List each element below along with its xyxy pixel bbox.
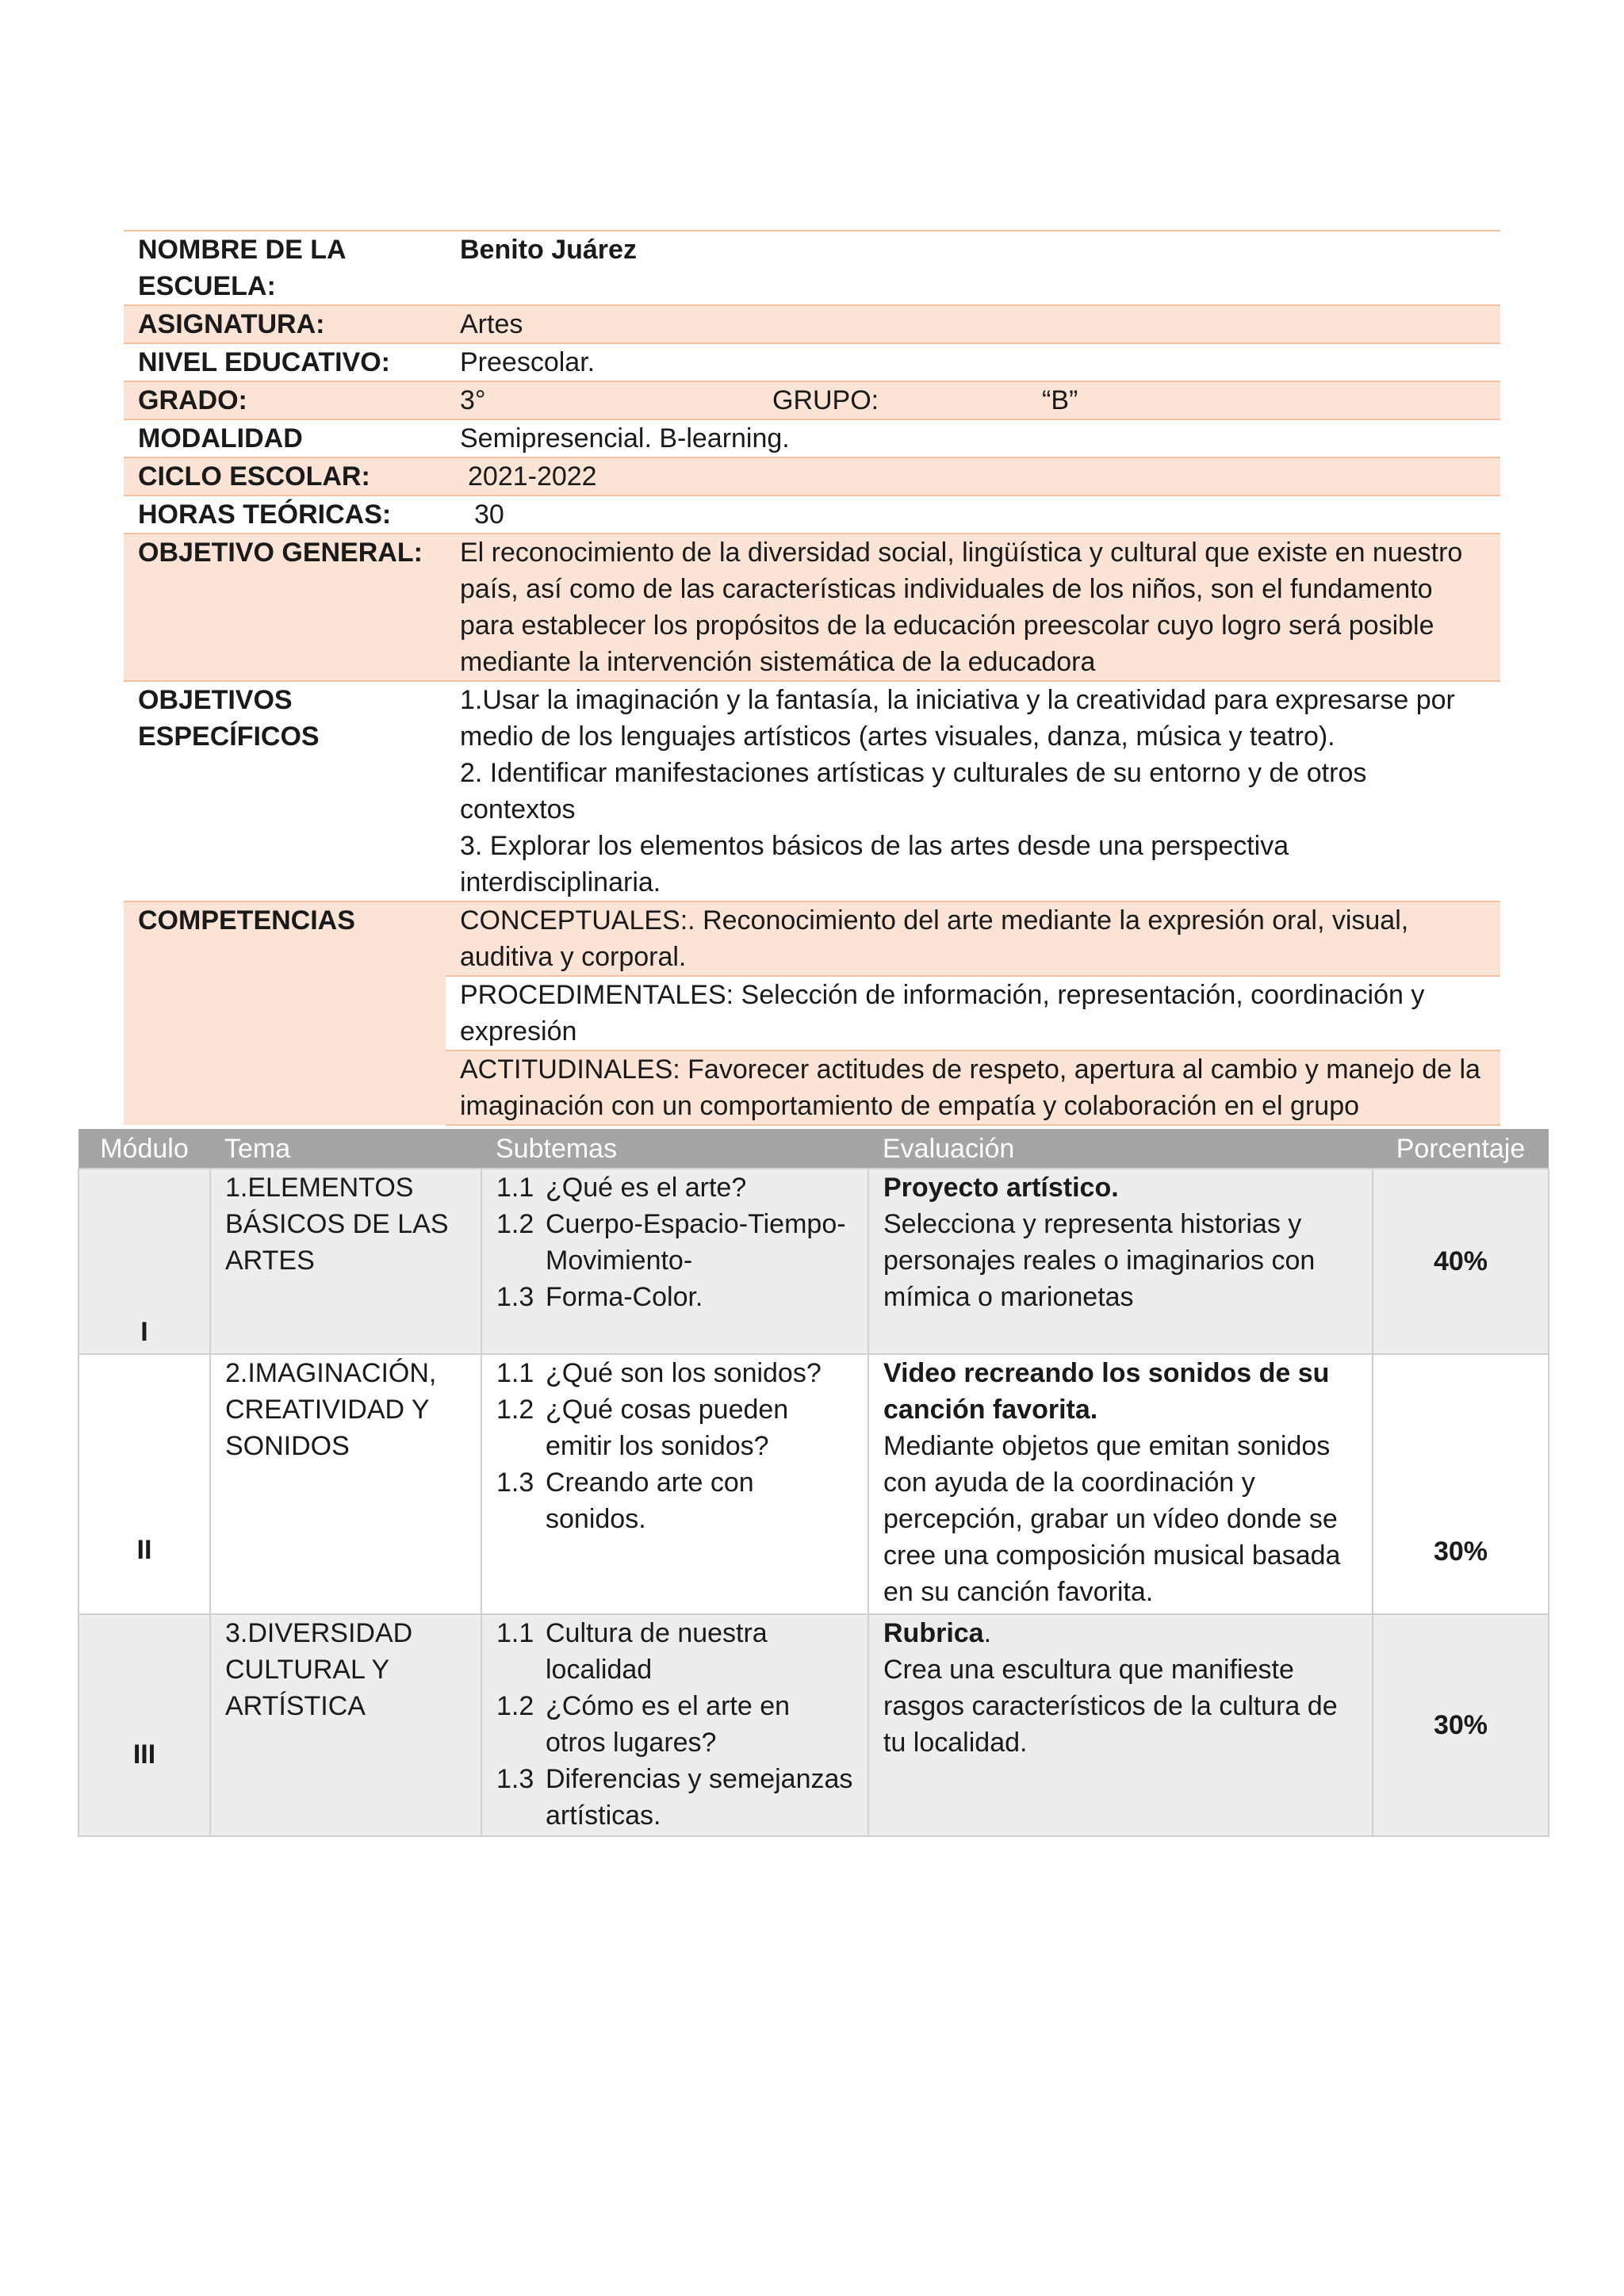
evaluation-text: Selecciona y representa historias y personajes reales o imaginarios con mímica o marionetas bbox=[883, 1209, 1316, 1312]
group-label: GRUPO: bbox=[772, 385, 879, 415]
subtopic-text: Cuerpo-Espacio-Tiempo-Movimiento- bbox=[546, 1209, 846, 1276]
competencies-label: COMPETENCIAS bbox=[124, 901, 446, 1125]
specific-objectives-row bbox=[124, 681, 1500, 901]
course-info-table bbox=[124, 230, 1500, 1126]
modality-value: Semipresencial. B-learning. bbox=[446, 419, 1500, 457]
school-label: NOMBRE DE LA ESCUELA: bbox=[124, 231, 446, 305]
header-module: Módulo bbox=[79, 1129, 210, 1169]
subtopic-item bbox=[496, 1464, 853, 1537]
evaluation-text: Crea una escultura que manifieste rasgos característicos de la cultura de tu localidad. bbox=[883, 1655, 1338, 1758]
module-number: I bbox=[79, 1169, 210, 1354]
cycle-row bbox=[124, 457, 1500, 496]
module-evaluation bbox=[868, 1354, 1373, 1614]
subtopic-item bbox=[496, 1206, 853, 1279]
specific-objectives-cell bbox=[446, 681, 1500, 901]
subject-label: ASIGNATURA: bbox=[124, 305, 446, 343]
cycle-value: 2021-2022 bbox=[446, 457, 1500, 496]
grade-row bbox=[124, 381, 1500, 419]
specific-objective-item: 3. Explorar los elementos básicos de las artes desde una perspectiva interdisciplinaria. bbox=[460, 831, 1289, 897]
school-value: Benito Juárez bbox=[446, 231, 1500, 305]
module-evaluation bbox=[868, 1614, 1373, 1836]
module-subtopics bbox=[481, 1354, 868, 1614]
general-objective-label: OBJETIVO GENERAL: bbox=[124, 534, 446, 681]
group-value: “B” bbox=[1042, 385, 1078, 415]
subject-value: Artes bbox=[446, 305, 1500, 343]
subtopic-text: Diferencias y semejanzas artísticas. bbox=[546, 1764, 853, 1831]
grade-group-cell bbox=[446, 381, 1500, 419]
subtopic-number: 1.3 bbox=[496, 1468, 534, 1498]
competency-conceptual: CONCEPTUALES:. Reconocimiento del arte mediante la expresión oral, visual, auditiva y corporal. bbox=[446, 901, 1500, 976]
subtopic-text: ¿Qué es el arte? bbox=[546, 1173, 747, 1203]
hours-label: HORAS TEÓRICAS: bbox=[124, 496, 446, 534]
level-row bbox=[124, 343, 1500, 381]
subtopic-item bbox=[496, 1169, 853, 1206]
specific-objective-item: 1.Usar la imaginación y la fantasía, la iniciativa y la creatividad para expresarse por medio de los lenguajes artísticos (artes visuales, danza, música y teatro). bbox=[460, 685, 1455, 752]
subtopic-text: Cultura de nuestra localidad bbox=[546, 1618, 768, 1685]
module-topic: 1.ELEMENTOS BÁSICOS DE LAS ARTES bbox=[210, 1169, 481, 1354]
subtopic-number: 1.3 bbox=[496, 1764, 534, 1794]
evaluation-title-line bbox=[883, 1615, 1358, 1651]
level-label: NIVEL EDUCATIVO: bbox=[124, 343, 446, 381]
module-subtopics bbox=[481, 1169, 868, 1354]
subtopic-number: 1.1 bbox=[496, 1618, 534, 1648]
module-percentage: 30% bbox=[1373, 1354, 1549, 1614]
subtopic-text: ¿Qué cosas pueden emitir los sonidos? bbox=[546, 1395, 789, 1461]
module-number: II bbox=[79, 1354, 210, 1614]
subtopic-number: 1.1 bbox=[496, 1358, 534, 1388]
competencies-row-1 bbox=[124, 901, 1500, 976]
module-percentage: 40% bbox=[1373, 1169, 1549, 1354]
subtopic-number: 1.2 bbox=[496, 1209, 534, 1239]
evaluation-title: Proyecto artístico. bbox=[883, 1173, 1119, 1203]
subtopic-item bbox=[496, 1355, 853, 1391]
subtopic-item bbox=[496, 1688, 853, 1761]
modality-label: MODALIDAD bbox=[124, 419, 446, 457]
modality-row bbox=[124, 419, 1500, 457]
module-evaluation bbox=[868, 1169, 1373, 1354]
header-subtopics: Subtemas bbox=[481, 1129, 868, 1169]
specific-objective-item: 2. Identificar manifestaciones artísticas y culturales de su entorno y de otros contextos bbox=[460, 758, 1367, 825]
subtopic-text: ¿Qué son los sonidos? bbox=[546, 1358, 822, 1388]
module-topic: 2.IMAGINACIÓN, CREATIVIDAD Y SONIDOS bbox=[210, 1354, 481, 1614]
grade-label: GRADO: bbox=[124, 381, 446, 419]
subtopic-item bbox=[496, 1391, 853, 1464]
hours-value: 30 bbox=[446, 496, 1500, 534]
table-row bbox=[79, 1354, 1549, 1614]
subtopic-item bbox=[496, 1279, 853, 1315]
modules-header-row bbox=[79, 1129, 1549, 1169]
competency-procedural: PROCEDIMENTALES: Selección de información, representación, coordinación y expresión bbox=[446, 976, 1500, 1050]
subtopic-item bbox=[496, 1615, 853, 1688]
header-percentage: Porcentaje bbox=[1373, 1129, 1549, 1169]
modules-table bbox=[78, 1129, 1549, 1837]
module-topic: 3.DIVERSIDAD CULTURAL Y ARTÍSTICA bbox=[210, 1614, 481, 1836]
general-objective-value: El reconocimiento de la diversidad social, lingüística y cultural que existe en nuestro país, así como de las características individuales de los niños, son el fundamento para establecer los propósitos de la educación preescolar cuyo logro será posible mediante la intervención sistemática de la educadora bbox=[446, 534, 1500, 681]
school-row bbox=[124, 231, 1500, 305]
evaluation-title: Rubrica bbox=[883, 1618, 984, 1648]
table-row bbox=[79, 1614, 1549, 1836]
subtopic-number: 1.3 bbox=[496, 1282, 534, 1312]
subtopic-text: ¿Cómo es el arte en otros lugares? bbox=[546, 1691, 791, 1758]
subtopic-number: 1.1 bbox=[496, 1173, 534, 1203]
subtopic-text: Creando arte con sonidos. bbox=[546, 1468, 754, 1534]
table-row bbox=[79, 1169, 1549, 1354]
specific-objectives-label: OBJETIVOS ESPECÍFICOS bbox=[124, 681, 446, 901]
module-subtopics bbox=[481, 1614, 868, 1836]
subtopic-text: Forma-Color. bbox=[546, 1282, 703, 1312]
grade-value: 3° bbox=[460, 385, 486, 415]
general-objective-row bbox=[124, 534, 1500, 681]
competency-attitudinal: ACTITUDINALES: Favorecer actitudes de respeto, apertura al cambio y manejo de la imaginación con un comportamiento de empatía y colaboración en el grupo bbox=[446, 1050, 1500, 1125]
level-value: Preescolar. bbox=[446, 343, 1500, 381]
evaluation-title-suffix: . bbox=[983, 1618, 992, 1648]
module-percentage: 30% bbox=[1373, 1614, 1549, 1836]
subtopic-number: 1.2 bbox=[496, 1395, 534, 1425]
subtopic-number: 1.2 bbox=[496, 1691, 534, 1721]
cycle-label: CICLO ESCOLAR: bbox=[124, 457, 446, 496]
subtopic-item bbox=[496, 1761, 853, 1834]
subject-row bbox=[124, 305, 1500, 343]
evaluation-text: Mediante objetos que emitan sonidos con ayuda de la coordinación y percepción, grabar un vídeo donde se cree una composición musical basada en su canción favorita. bbox=[883, 1431, 1341, 1607]
hours-row bbox=[124, 496, 1500, 534]
header-topic: Tema bbox=[210, 1129, 481, 1169]
evaluation-title: Video recreando los sonidos de su canción favorita. bbox=[883, 1358, 1330, 1425]
header-evaluation: Evaluación bbox=[868, 1129, 1373, 1169]
module-number: III bbox=[79, 1614, 210, 1836]
